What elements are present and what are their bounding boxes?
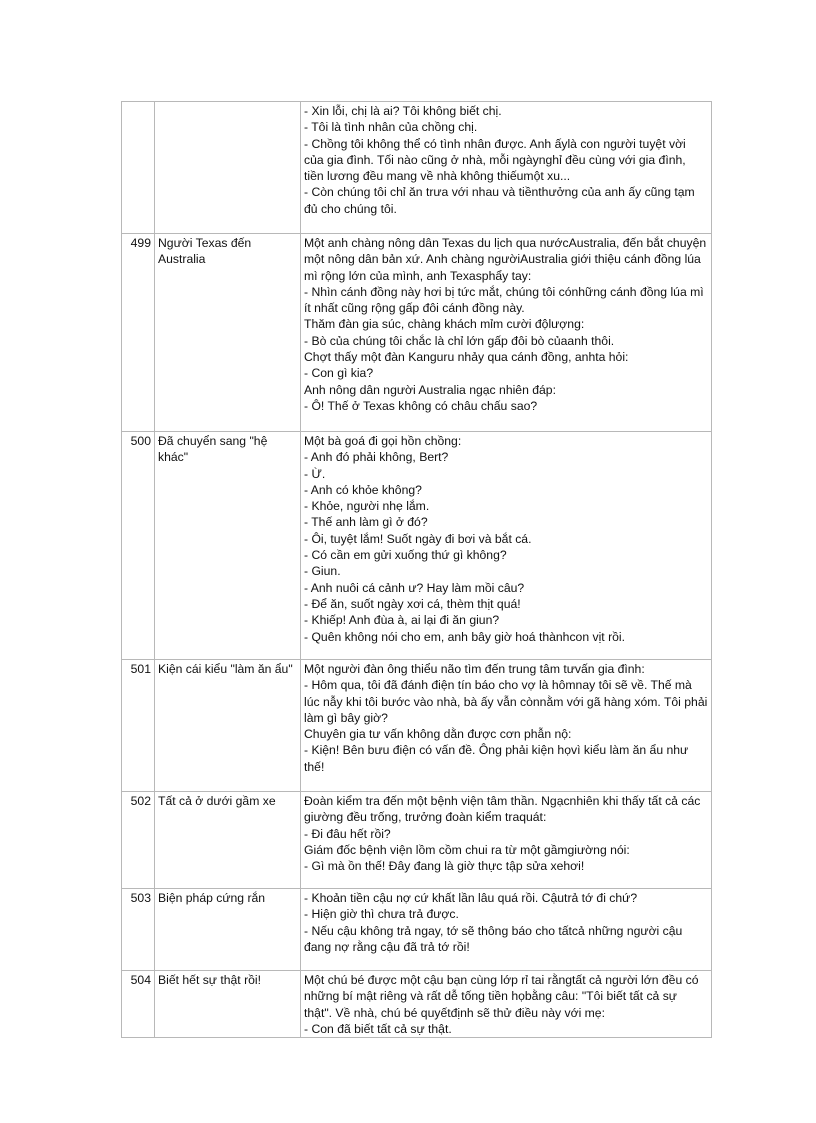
joke-line: Một người đàn ông thiểu não tìm đến trung tâm tưvấn gia đình: [304, 662, 645, 676]
joke-line: - Anh có khỏe không? [304, 482, 422, 497]
joke-content [301, 102, 712, 234]
joke-line: - Xin lỗi, chị là ai? Tôi không biết chị. [304, 104, 502, 118]
joke-line: - Chồng tôi không thể có tình nhân được. Anh ấylà con người tuyệt vời của gia đình. Tối nào cũng ở nhà, mỗi ngàynghỉ đều cùng với gia đình, tiền lương đều mang về nhà không thiếumột xu... [304, 136, 686, 184]
joke-line: Thăm đàn gia súc, chàng khách mỉm cười độlượng: [304, 317, 585, 332]
joke-content [301, 234, 712, 432]
joke-line: - Nếu cậu không trả ngay, tớ sẽ thông báo cho tấtcả những người cậu đang nợ rằng cậu đã trả tớ rồi! [304, 923, 683, 954]
joke-content [301, 432, 712, 660]
joke-number: 504 [122, 971, 155, 1038]
jokes-table-body [122, 102, 712, 1038]
joke-line: - Quên không nói cho em, anh bây giờ hoá thànhcon vịt rồi. [304, 629, 626, 644]
joke-line: - Để ăn, suốt ngày xơi cá, thèm thịt quá! [304, 596, 521, 611]
joke-line: Một bà goá đi gọi hồn chồng: [304, 434, 462, 448]
jokes-table [121, 101, 712, 1038]
joke-number: 502 [122, 792, 155, 889]
joke-line: - Bò của chúng tôi chắc là chỉ lớn gấp đôi bò củaanh thôi. [304, 333, 615, 348]
joke-content [301, 792, 712, 889]
table-row [122, 660, 712, 792]
table-row [122, 102, 712, 234]
table-row [122, 432, 712, 660]
table-row [122, 234, 712, 432]
joke-line: Một anh chàng nông dân Texas du lịch qua nướcAustralia, đến bắt chuyện một nông dân bản xứ. Anh chàng ngườiAustralia giới thiệu cánh đồng lúa mì rộng lớn của mình, anh Texasphẩy tay: [304, 236, 707, 283]
joke-line: - Ôi, tuyệt lắm! Suốt ngày đi bơi và bắt cá. [304, 531, 532, 546]
joke-line: - Nhìn cánh đồng này hơi bị tức mắt, chúng tôi cónhững cánh đồng lúa mì ít nhất cũng rộng gấp đôi cánh đồng này. [304, 284, 704, 316]
joke-number: 503 [122, 889, 155, 971]
joke-line: - Giun. [304, 564, 341, 579]
joke-title: Người Texas đến Australia [155, 234, 301, 432]
joke-line: - Khiếp! Anh đùa à, ai lại đi ăn giun? [304, 613, 500, 628]
joke-title [155, 102, 301, 234]
joke-line: - Có cần em gửi xuống thứ gì không? [304, 548, 507, 563]
joke-line: Chợt thấy một đàn Kanguru nhảy qua cánh đồng, anhta hỏi: [304, 350, 629, 365]
joke-content [301, 971, 712, 1038]
joke-line: Đoàn kiểm tra đến một bệnh viện tâm thần. Ngạcnhiên khi thấy tất cả các giường đều trống, trưởng đoàn kiểm traquát: [304, 794, 701, 825]
joke-line: - Hôm qua, tôi đã đánh điện tín báo cho vợ là hômnay tôi sẽ về. Thế mà lúc nẫy khi tôi bước vào nhà, bà ấy vẫn cònnằm với gã hàng xóm. Tôi phải làm gì bây giờ? [304, 678, 708, 725]
joke-line: - Hiện giờ thì chưa trả được. [304, 907, 459, 922]
joke-line: - Con đã biết tất cả sự thật. [304, 1021, 452, 1036]
joke-line: Anh nông dân người Australia ngạc nhiên đáp: [304, 382, 556, 397]
joke-number: 500 [122, 432, 155, 660]
joke-line: Chuyên gia tư vấn không dằn được cơn phẫn nộ: [304, 727, 572, 742]
joke-line: - Khoản tiền cậu nợ cứ khất lần lâu quá rồi. Cậutrả tớ đi chứ? [304, 891, 638, 905]
table-row [122, 971, 712, 1038]
joke-number: 501 [122, 660, 155, 792]
joke-line: - Ô! Thế ở Texas không có châu chấu sao? [304, 398, 538, 413]
joke-line: - Anh đó phải không, Bert? [304, 450, 449, 465]
joke-content [301, 660, 712, 792]
table-row [122, 792, 712, 889]
joke-line: - Gì mà ồn thế! Đây đang là giờ thực tập sửa xehơi! [304, 859, 585, 874]
joke-title: Kiện cái kiểu "làm ăn ẩu" [155, 660, 301, 792]
joke-line: - Đi đâu hết rồi? [304, 826, 391, 841]
joke-title: Biết hết sự thật rồi! [155, 971, 301, 1038]
joke-number: 499 [122, 234, 155, 432]
joke-title: Đã chuyển sang "hệ khác" [155, 432, 301, 660]
joke-line: - Con gì kia? [304, 366, 374, 381]
joke-line: - Kiện! Bên bưu điện có vấn đề. Ông phải kiện họvì kiểu làm ăn ẩu như thế! [304, 743, 689, 774]
joke-line: Giám đốc bệnh viện lồm cồm chui ra từ một gầmgiường nói: [304, 842, 630, 857]
joke-line: - Còn chúng tôi chỉ ăn trưa với nhau và tiềnthưởng của anh ấy cũng tạm đủ cho chúng tôi. [304, 185, 695, 216]
joke-line: - Thế anh làm gì ở đó? [304, 515, 428, 530]
joke-title: Tất cả ở dưới gầm xe [155, 792, 301, 889]
joke-line: - Khỏe, người nhẹ lắm. [304, 499, 430, 514]
joke-content [301, 889, 712, 971]
joke-title: Biện pháp cứng rắn [155, 889, 301, 971]
joke-line: - Anh nuôi cá cảnh ư? Hay làm mồi câu? [304, 580, 525, 595]
joke-line: - Tôi là tình nhân của chồng chị. [304, 120, 478, 135]
joke-line: Một chú bé được một cậu bạn cùng lớp rỉ tai rằngtất cả người lớn đều có những bí mật riêng và rất dễ tống tiền họbằng câu: "Tôi biết tất cả sự thật". Về nhà, chú bé quyếtđịnh sẽ thử điều này với mẹ: [304, 973, 699, 1020]
joke-number [122, 102, 155, 234]
joke-line: - Ừ. [304, 466, 326, 481]
table-row [122, 889, 712, 971]
